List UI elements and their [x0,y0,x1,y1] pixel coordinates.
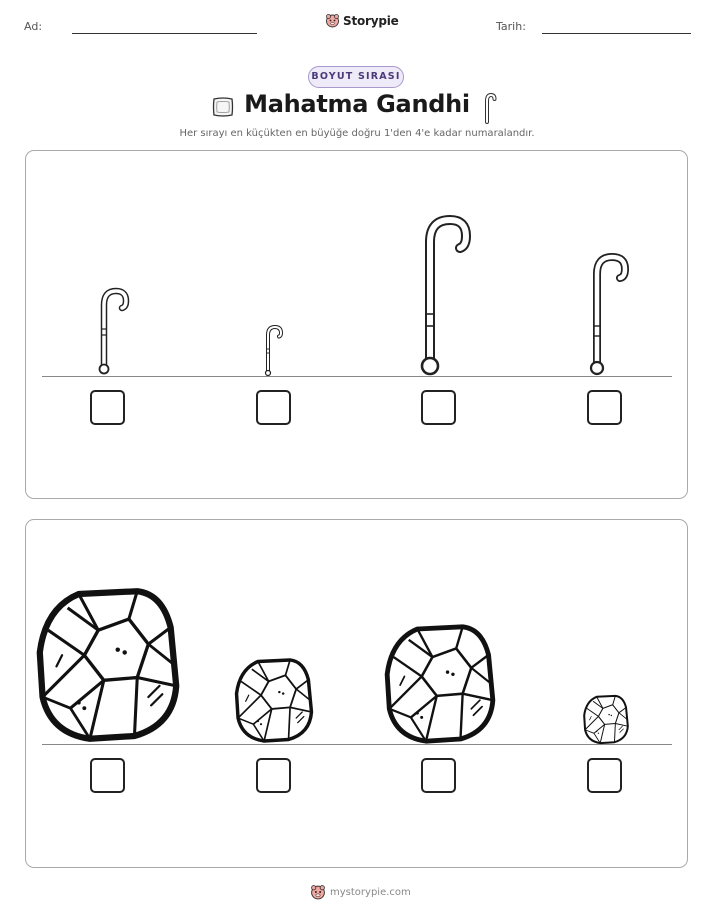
walking-cane-icon [100,291,127,374]
stone-item-3 [385,624,495,744]
walking-cane-icon [591,257,625,374]
faceted-stone-icon [387,627,493,741]
brand-logo [325,13,399,28]
faceted-stone-icon [584,696,628,743]
footer [310,884,411,900]
cane-item-4 [585,254,629,378]
faceted-stone-icon [40,591,176,739]
stone-item-2 [235,657,313,744]
faceted-stone-icon [237,660,312,741]
walking-cane-icon [422,220,466,374]
stone-answer-box-1[interactable] [90,758,125,793]
footer-site-link[interactable]: mystorypie.com [330,886,411,898]
cane-answer-box-1[interactable] [90,390,125,425]
date-field[interactable] [542,33,691,34]
name-field[interactable] [72,33,257,34]
cane-answer-box-3[interactable] [421,390,456,425]
cane-answer-box-2[interactable] [256,390,291,425]
stone-item-1 [37,586,179,744]
cane-item-1 [90,289,126,377]
name-label: Ad: [24,20,43,33]
walking-cane-icon [266,327,282,376]
worksheet-title: Mahatma Gandhi [244,90,470,118]
stone-answer-box-3[interactable] [421,758,456,793]
cane-item-3 [414,216,468,378]
walking-cane-icon [482,92,496,124]
stone-row-baseline [42,744,672,745]
date-label: Tarih: [496,20,526,33]
cane-answer-box-4[interactable] [587,390,622,425]
storypie-mascot-icon [325,13,340,28]
cane-item-2 [260,325,284,377]
brand-name: Storypie [343,13,399,28]
stone-item-4 [583,695,629,744]
stone-answer-box-2[interactable] [256,758,291,793]
cane-row-baseline [42,376,672,377]
instructions: Her sırayı en küçükten en büyüğe doğru 1'den 4'e kadar numaralandır. [179,128,535,139]
storypie-mascot-icon [310,884,326,900]
activity-type-badge: BOYUT SIRASI [308,66,404,88]
stone-answer-box-4[interactable] [587,758,622,793]
